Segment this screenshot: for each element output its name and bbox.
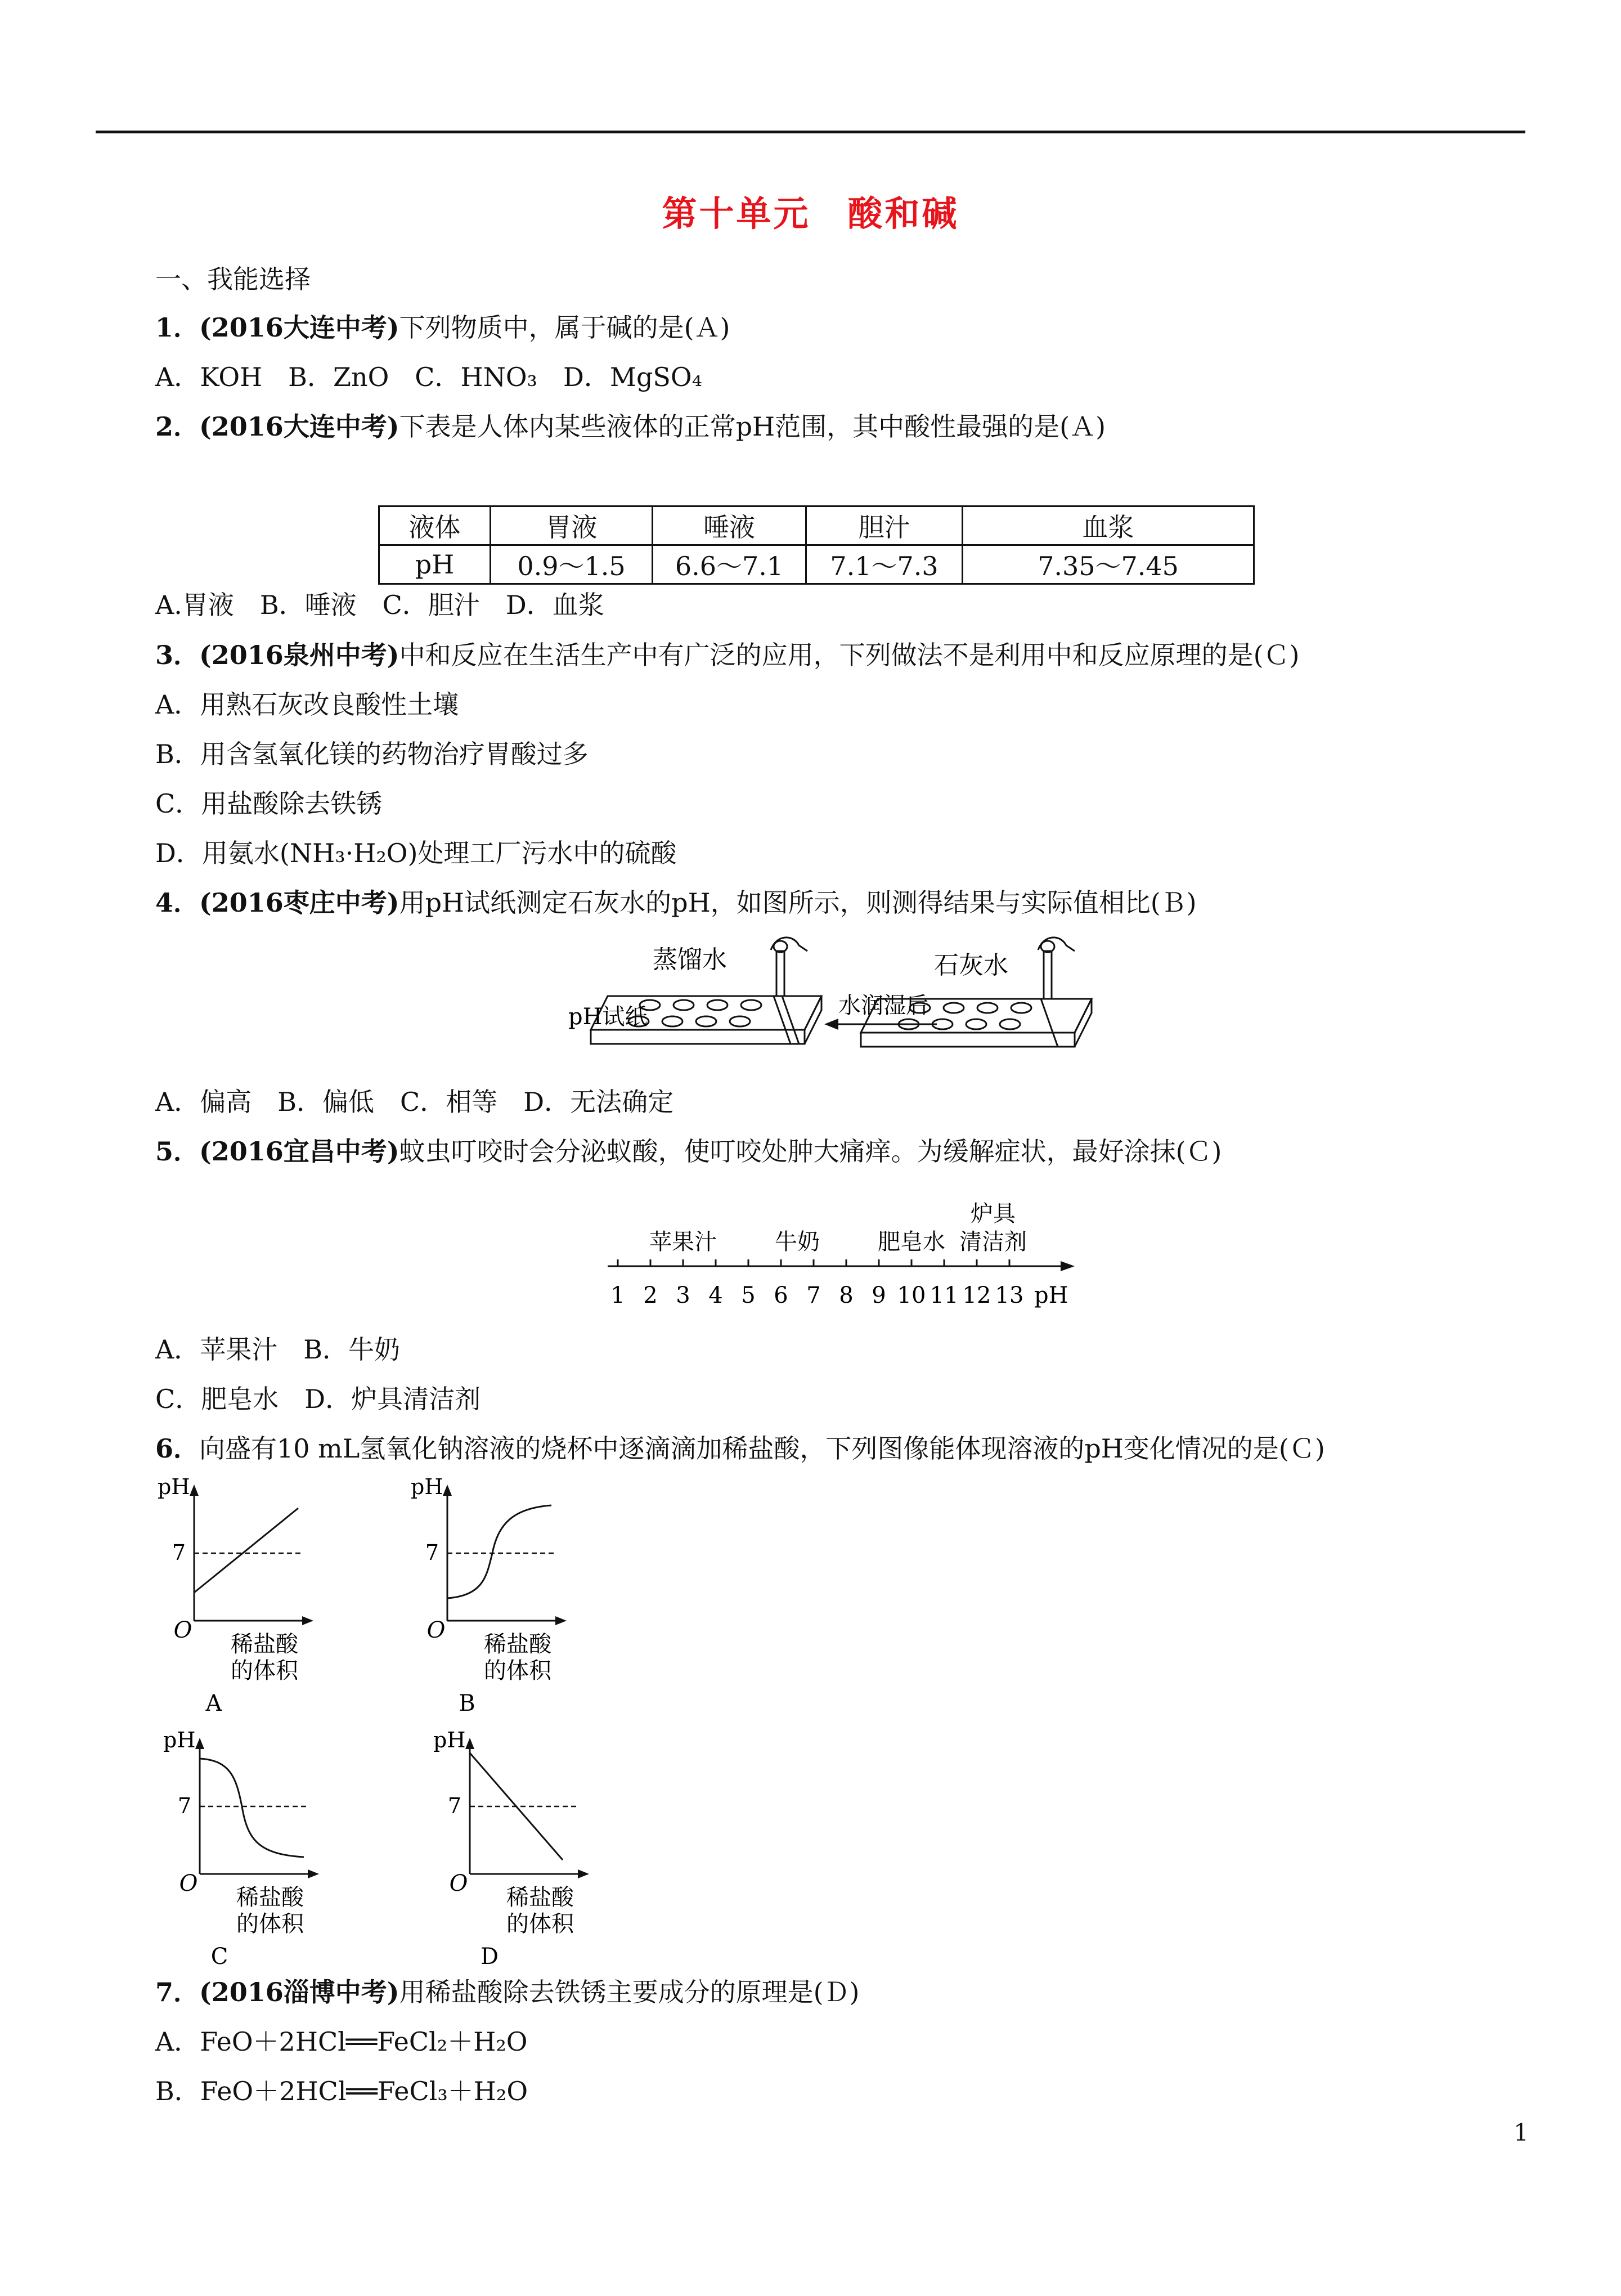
graph-c bbox=[158, 1722, 338, 1970]
question-source: (2016淄博中考) bbox=[199, 1977, 399, 2007]
limewater-label: 石灰水 bbox=[934, 951, 1008, 980]
page-number: 1 bbox=[1514, 2119, 1529, 2146]
origin-label: O bbox=[179, 1871, 198, 1896]
section-heading: 一、我能选择 bbox=[155, 264, 311, 294]
question-6 bbox=[155, 1432, 1325, 1465]
ph-curve bbox=[200, 1759, 304, 1857]
question-text: 向盛有10 mL氢氧化钠溶液的烧杯中逐滴滴加稀盐酸，下列图像能体现溶液的pH变化情况的是(Ｃ) bbox=[199, 1433, 1325, 1464]
graph-letter: C bbox=[210, 1944, 228, 1970]
left-dropper bbox=[771, 938, 807, 996]
question-source: (2016宜昌中考) bbox=[199, 1136, 399, 1167]
table-cell: pH bbox=[379, 545, 491, 584]
x-axis-label-2: 的体积 bbox=[506, 1911, 574, 1937]
q7-option-a: A．FeO＋2HCl══FeCl₂＋H₂O bbox=[155, 2026, 528, 2057]
question-source: (2016泉州中考) bbox=[199, 640, 399, 670]
q2-options: A.胃液 B．唾液 C．胆汁 D．血浆 bbox=[155, 590, 604, 620]
arrow-head bbox=[824, 1019, 838, 1030]
question-7 bbox=[155, 1975, 859, 2009]
question-number: 2． bbox=[155, 411, 200, 442]
q3-option-b: B．用含氢氧化镁的药物治疗胃酸过多 bbox=[155, 739, 589, 769]
question-number: 4． bbox=[155, 887, 200, 918]
ph-scale bbox=[596, 1187, 1092, 1317]
question-3 bbox=[155, 638, 1299, 672]
scale-tick-label: 5 bbox=[741, 1282, 756, 1308]
table-cell: 6.6～7.1 bbox=[653, 545, 806, 584]
q5-options-2: C．肥皂水 D．炉具清洁剂 bbox=[155, 1384, 481, 1414]
table-cell: 液体 bbox=[379, 506, 491, 545]
x-axis-label-2: 的体积 bbox=[236, 1911, 304, 1937]
question-text: 用稀盐酸除去铁锈主要成分的原理是(Ｄ) bbox=[399, 1977, 860, 2007]
scale-substance-label: 清洁剂 bbox=[959, 1229, 1027, 1255]
x-axis-arrow-icon bbox=[578, 1869, 589, 1878]
scale-tick-label: 11 bbox=[930, 1282, 959, 1308]
x-axis-label: 稀盐酸 bbox=[506, 1885, 574, 1911]
table-row bbox=[379, 545, 1254, 584]
y-axis-arrow-icon bbox=[195, 1738, 204, 1749]
ph-table bbox=[378, 505, 1255, 585]
scale-tick-label: 7 bbox=[806, 1282, 821, 1308]
ph-curve bbox=[447, 1505, 551, 1598]
scale-tick-label: 12 bbox=[962, 1282, 991, 1308]
q3-option-d: D．用氨水(NH₃·H₂O)处理工厂污水中的硫酸 bbox=[155, 838, 677, 868]
scale-tick-label: 6 bbox=[774, 1282, 788, 1308]
q3-option-c: C．用盐酸除去铁锈 bbox=[155, 788, 383, 819]
scale-arrow-icon bbox=[1061, 1261, 1075, 1271]
x-axis-label-2: 的体积 bbox=[484, 1658, 551, 1684]
ph-curve bbox=[194, 1508, 298, 1593]
scale-tick-label: 9 bbox=[872, 1282, 886, 1308]
scale-tick-label: 2 bbox=[643, 1282, 658, 1308]
y-axis-label: pH bbox=[158, 1474, 190, 1499]
x-axis-label: 稀盐酸 bbox=[231, 1631, 298, 1657]
y-axis-label: pH bbox=[163, 1728, 196, 1752]
q4-options: A．偏高 B．偏低 C．相等 D．无法确定 bbox=[155, 1087, 674, 1117]
ph7-tick-label: 7 bbox=[447, 1793, 461, 1818]
table-cell: 胆汁 bbox=[806, 506, 963, 545]
table-cell: 7.1～7.3 bbox=[806, 545, 963, 584]
x-axis-arrow-icon bbox=[302, 1616, 313, 1625]
q7-option-b: B．FeO＋2HCl══FeCl₃＋H₂O bbox=[155, 2076, 528, 2106]
table-cell: 唾液 bbox=[653, 506, 806, 545]
x-axis-arrow-icon bbox=[555, 1616, 567, 1625]
scale-substance-label: 牛奶 bbox=[775, 1229, 820, 1255]
origin-label: O bbox=[426, 1617, 446, 1643]
graph-a bbox=[152, 1469, 332, 1716]
page-title: 第十单元 酸和碱 bbox=[662, 193, 959, 234]
scale-tick-label: 3 bbox=[676, 1282, 690, 1308]
question-text: 蚊虫叮咬时会分泌蚁酸，使叮咬处肿大痛痒。为缓解症状，最好涂抹(Ｃ) bbox=[399, 1136, 1222, 1167]
question-number: 3． bbox=[155, 640, 200, 670]
scale-unit: pH bbox=[1034, 1282, 1068, 1308]
distilled-water-label: 蒸馏水 bbox=[653, 945, 727, 974]
scale-tick-label: 4 bbox=[708, 1282, 723, 1308]
question-text: 下列物质中，属于碱的是(Ａ) bbox=[399, 312, 730, 343]
question-number: 5． bbox=[155, 1136, 200, 1167]
question-2 bbox=[155, 410, 1106, 443]
graph-letter: A bbox=[205, 1690, 222, 1716]
y-axis-arrow-icon bbox=[465, 1738, 474, 1749]
right-dropper bbox=[1038, 938, 1075, 999]
table-header-row bbox=[379, 506, 1254, 545]
table-cell: 7.35～7.45 bbox=[963, 545, 1254, 584]
question-text: 中和反应在生活生产中有广泛的应用，下列做法不是利用中和反应原理的是(Ｃ) bbox=[399, 640, 1300, 670]
origin-label: O bbox=[173, 1617, 192, 1643]
scale-substance-label: 苹果汁 bbox=[649, 1229, 717, 1255]
header-rule bbox=[96, 131, 1525, 133]
question-source: (2016大连中考) bbox=[199, 312, 399, 343]
graph-d bbox=[428, 1722, 608, 1970]
question-source: (2016枣庄中考) bbox=[199, 887, 399, 918]
arrow-label: 水润湿后 bbox=[838, 993, 928, 1019]
ph7-tick-label: 7 bbox=[177, 1793, 191, 1818]
question-5 bbox=[155, 1134, 1222, 1168]
scale-tick-label: 13 bbox=[995, 1282, 1024, 1308]
y-axis-label: pH bbox=[411, 1474, 443, 1499]
question-1 bbox=[155, 311, 730, 344]
ph7-tick-label: 7 bbox=[172, 1540, 186, 1565]
ph-test-illustration bbox=[568, 934, 1103, 1103]
question-4 bbox=[155, 886, 1197, 920]
question-number: 1． bbox=[155, 312, 200, 343]
q1-options: A．KOH B．ZnO C．HNO₃ D．MgSO₄ bbox=[155, 362, 703, 392]
x-axis-label: 稀盐酸 bbox=[484, 1631, 551, 1657]
q3-option-a: A．用熟石灰改良酸性土壤 bbox=[155, 689, 459, 720]
y-axis-arrow-icon bbox=[190, 1485, 199, 1496]
question-source: (2016大连中考) bbox=[199, 411, 399, 442]
question-number: 7． bbox=[155, 1977, 200, 2007]
question-number: 6． bbox=[155, 1433, 200, 1464]
y-axis-label: pH bbox=[433, 1728, 466, 1752]
q5-options-1: A．苹果汁 B．牛奶 bbox=[155, 1334, 401, 1365]
scale-substance-label: 肥皂水 bbox=[878, 1229, 945, 1255]
table-cell: 胃液 bbox=[491, 506, 653, 545]
ph7-tick-label: 7 bbox=[425, 1540, 439, 1565]
scale-tick-label: 10 bbox=[897, 1282, 926, 1308]
x-axis-arrow-icon bbox=[308, 1869, 319, 1878]
table-cell: 血浆 bbox=[963, 506, 1254, 545]
graph-letter: B bbox=[459, 1690, 475, 1716]
question-text: 用pH试纸测定石灰水的pH，如图所示，则测得结果与实际值相比(Ｂ) bbox=[399, 887, 1197, 918]
ph-paper-label: pH试纸 bbox=[568, 1004, 648, 1030]
scale-substance-label: 炉具 bbox=[971, 1201, 1016, 1227]
graph-letter: D bbox=[480, 1944, 499, 1970]
scale-tick-label: 1 bbox=[610, 1282, 625, 1308]
x-axis-label-2: 的体积 bbox=[231, 1658, 298, 1684]
question-text: 下表是人体内某些液体的正常pH范围，其中酸性最强的是(Ａ) bbox=[399, 411, 1106, 442]
x-axis-label: 稀盐酸 bbox=[236, 1885, 304, 1911]
origin-label: O bbox=[449, 1871, 468, 1896]
graph-b bbox=[405, 1469, 585, 1716]
scale-tick-label: 8 bbox=[839, 1282, 854, 1308]
table-cell: 0.9～1.5 bbox=[491, 545, 653, 584]
y-axis-arrow-icon bbox=[443, 1485, 452, 1496]
